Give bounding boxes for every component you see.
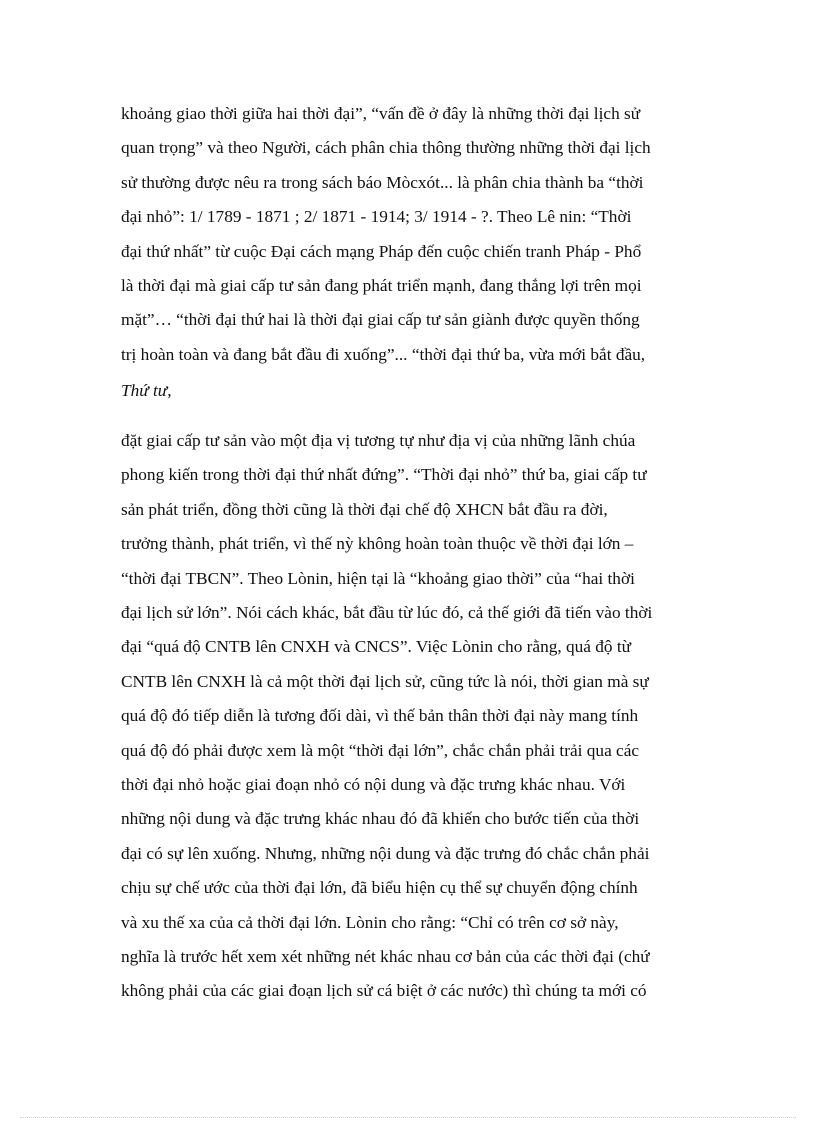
text-line: chịu sự chế ước của thời đại lớn, đã biểu hiện cụ thể sự chuyển động chính	[121, 878, 638, 898]
text-line: đại nhỏ”: 1/ 1789 - 1871 ; 2/ 1871 - 1914; 3/ 1914 - ?. Theo Lê nin: “Thời	[121, 207, 632, 227]
text-line: đại “quá độ CNTB lên CNXH và CNCS”. Việc Lònin cho rằng, quá độ từ	[121, 637, 632, 657]
text-line: phong kiến trong thời đại thứ nhất đứng”. “Thời đại nhỏ” thứ ba, giai cấp tư	[121, 465, 647, 485]
text-line: quá độ đó tiếp diễn là tương đối dài, vì thế bản thân thời đại này mang tính	[121, 706, 639, 726]
text-line: trưởng thành, phát triển, vì thế nỳ không hoàn toàn thuộc về thời đại lớn –	[121, 534, 634, 554]
text-line: là thời đại mà giai cấp tư sản đang phát triển mạnh, đang thắng lợi trên mọi	[121, 276, 642, 295]
text-line: sản phát triển, đồng thời cũng là thời đại chế độ XHCN bắt đầu ra đời,	[121, 499, 608, 519]
page-bottom-rule	[20, 1117, 796, 1118]
text-line: đại lịch sử lớn”. Nói cách khác, bắt đầu từ lúc đó, cả thế giới đã tiến vào thời	[121, 603, 653, 622]
text-line: CNTB lên CNXH là cả một thời đại lịch sử, cũng tức là nói, thời gian mà sự	[121, 671, 649, 691]
text-line: đại thứ nhất” từ cuộc Đại cách mạng Pháp đến cuộc chiến tranh Pháp - Phổ	[121, 241, 642, 261]
text-line: quan trọng” và theo Người, cách phân chia thông thường những thời đại lịch	[121, 138, 651, 158]
text-line: sử thường được nêu ra trong sách báo Mòcxót... là phân chia thành ba “thời	[121, 172, 644, 192]
text-line: không phải của các giai đoạn lịch sử cá biệt ở các nước) thì chúng ta mới có	[121, 981, 647, 1001]
text-line: thời đại nhỏ hoặc giai đoạn nhỏ có nội dung và đặc trưng khác nhau. Với	[121, 775, 626, 794]
text-line: “thời đại TBCN”. Theo Lònin, hiện tại là “khoảng giao thời” của “hai thời	[121, 568, 635, 588]
text-line: đại có sự lên xuống. Nhưng, những nội dung và đặc trưng đó chắc chắn phải	[121, 843, 650, 863]
text-line: những nội dung và đặc trưng khác nhau đó đã khiến cho bước tiến của thời	[121, 809, 640, 829]
text-line: nghĩa là trước hết xem xét những nét khác nhau cơ bản của các thời đại (chứ	[121, 947, 650, 966]
text-line: trị hoàn toàn và đang bắt đầu đi xuống”... “thời đại thứ ba, vừa mới bắt đầu,	[121, 344, 646, 364]
text-line: mặt”… “thời đại thứ hai là thời đại giai cấp tư sản giành được quyền thống	[121, 310, 640, 330]
italic-line: Thứ tư,	[121, 381, 172, 400]
text-line: quá độ đó phải được xem là một “thời đại lớn”, chắc chắn phải trải qua các	[121, 740, 640, 760]
text-line: và xu thế xa của cả thời đại lớn. Lònin cho rằng: “Chỉ có trên cơ sở này,	[121, 912, 619, 932]
text-line: đặt giai cấp tư sản vào một địa vị tương tự như địa vị của những lãnh chúa	[121, 431, 636, 450]
text-line: khoảng giao thời giữa hai thời đại”, “vấn đề ở đây là những thời đại lịch sử	[121, 104, 641, 123]
